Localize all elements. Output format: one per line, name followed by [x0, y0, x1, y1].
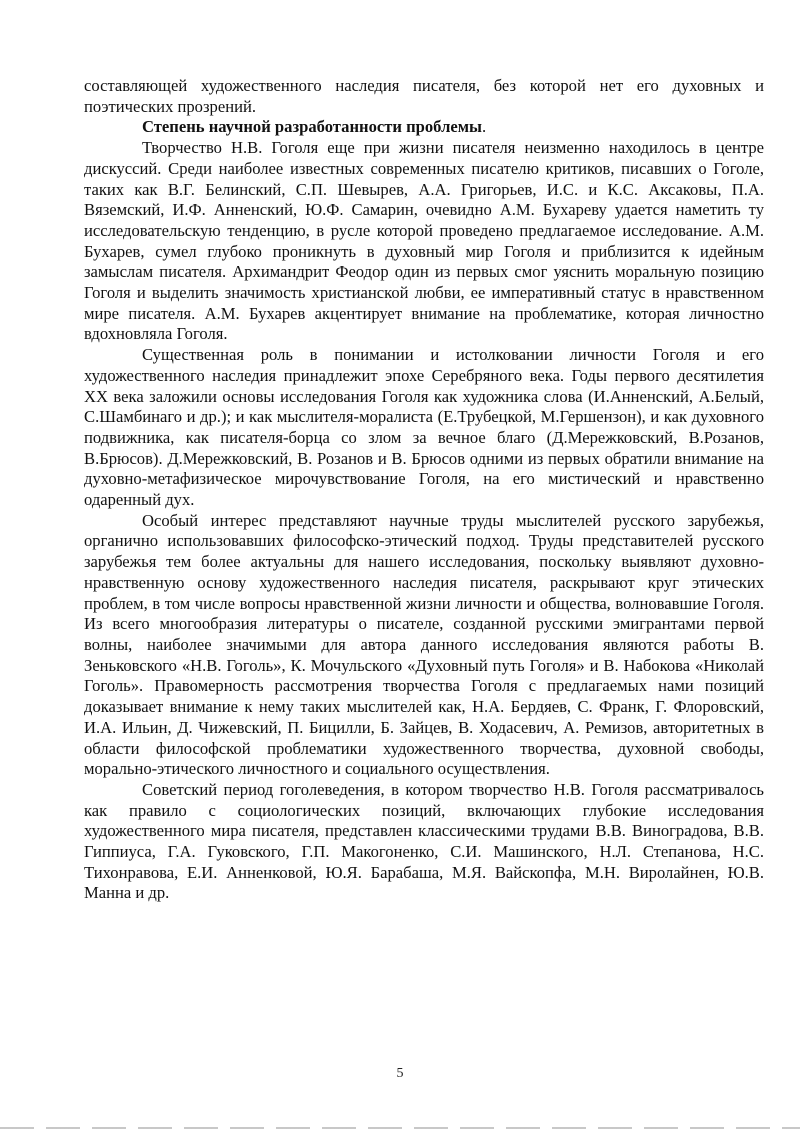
section-heading: Степень научной разработанности проблемы: [142, 117, 483, 137]
page-number: 5: [396, 1066, 404, 1081]
section-heading-paragraph: [84, 117, 764, 138]
body-text: [84, 76, 764, 904]
paragraph-soviet-period: Советский период гоголеведения, в котором творчество Н.В. Гоголя рассматривалось как правило с социологических позиций, включающих глубокие исследования художественного мира писателя, представлен классическими трудами В.В. Виноградова, В.В. Гиппиуса, Г.А. Гуковского, Г.П. Макогоненко, С.И. Машинского, Н.Л. Степанова, Н.С. Тихонравова, Е.И. Анненковой, Ю.Я. Барабаша, М.Я. Вайскопфа, М.Н. Виролайнен, Ю.В. Манна и др.: [84, 779, 764, 903]
paragraph-19th-century-critics: Творчество Н.В. Гоголя еще при жизни писателя неизменно находилось в центре дискуссий. Среди наиболее известных современных писателю критиков, писавших о Гоголе, таких как В.Г. Белинский, С.П. Шевырев, А.А. Григорьев, И.С. и К.С. Аксаковы, П.А. Вяземский, И.Ф. Анненский, Ю.Ф. Самарин, очевидно А.М. Бухареву удается наметить ту исследовательскую тенденцию, в русле которой проведено предлагаемое исследование. А.М. Бухарев, сумел глубоко проникнуть в духовный мир Гоголя и приблизится к идейным замыслам писателя. Архимандрит Феодор один из первых смог уяснить моральную позицию Гоголя и выделить значимость христианской любви, ее императивный статус в нравственном мире писателя. А.М. Бухарев акцентирует внимание на проблематике, которая личностно вдохновляла Гоголя.: [84, 138, 764, 344]
paragraph-russian-emigration: Особый интерес представляют научные труды мыслителей русского зарубежья, органично использовавших философско-этический подход. Труды представителей русского зарубежья тем более актуальны для нашего исследования, поскольку выявляют духовно-нравственную основу художественного наследия писателя, раскрывают круг этических проблем, в том числе вопросы нравственной жизни личности и общества, волновавшие Гоголя. Из всего многообразия литературы о писателе, созданной русскими эмигрантами первой волны, наиболее значимыми для автора данного исследования являются работы В. Зеньковского «Н.В. Гоголь», К. Мочульского «Духовный путь Гоголя» и В. Набокова «Николай Гоголь». Правомерность рассмотрения творчества Гоголя с предлагаемых нами позиций доказывает внимание к нему таких мыслителей как, Н.А. Бердяев, С. Франк, Г. Флоровский, И.А. Ильин, Д. Чижевский, П. Бицилли, Б. Зайцев, В. Ходасевич, А. Ремизов, авторитетных в области философской проблематики художественного творчества, духовной свободы, морально-этического личностного и социального осуществления.: [84, 510, 764, 779]
section-heading-punctuation: .: [482, 117, 487, 137]
scan-edge-divider: [0, 1127, 800, 1129]
paragraph-continuation: составляющей художественного наследия писателя, без которой нет его духовных и поэтических прозрений.: [84, 76, 764, 116]
paragraph-silver-age: Существенная роль в понимании и истолковании личности Гоголя и его художественного наследия принадлежит эпохе Серебряного века. Годы первого десятилетия XX века заложили основы исследования Гоголя как художника слова (И.Анненский, А.Белый, С.Шамбинаго и др.); и как мыслителя-моралиста (Е.Трубецкой, М.Гершензон), и как духовного подвижника, как писателя-борца со злом за вечное благо (Д.Мережковский, В.Розанов, В.Брюсов). Д.Мережковский, В. Розанов и В. Брюсов одними из первых обратили внимание на духовно-метафизическое мирочувствование Гоголя, на его мистический и нравственно одаренный дух.: [84, 345, 764, 510]
